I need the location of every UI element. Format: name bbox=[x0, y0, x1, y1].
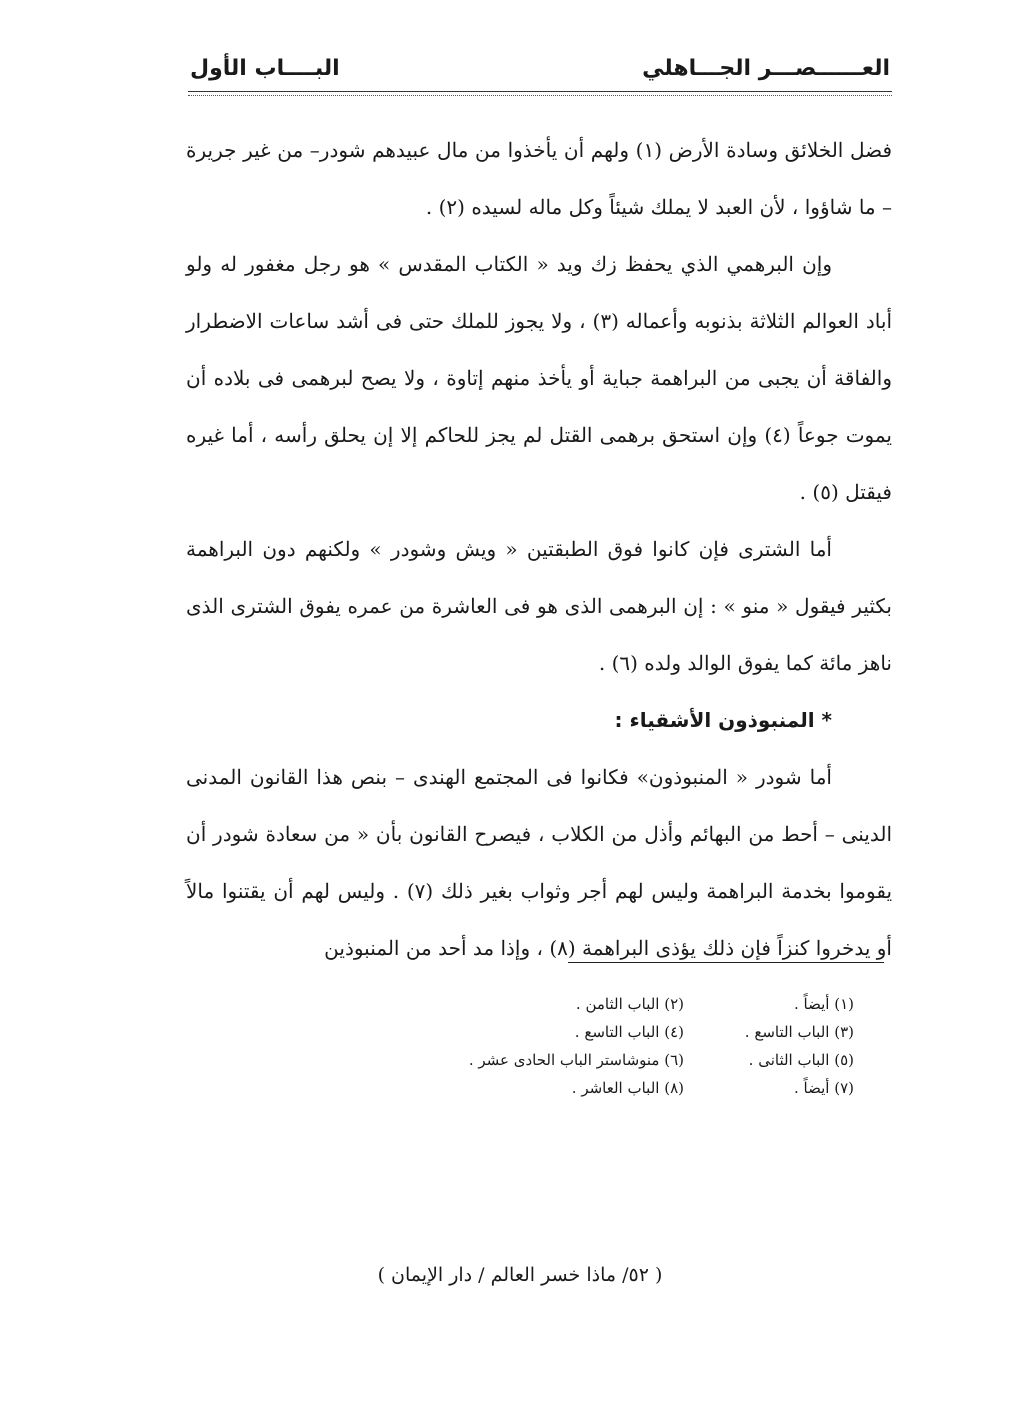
paragraph-4: أما شودر « المنبوذون» فكانوا فى المجتمع الهندى – بنص هذا القانون المدنى الدينى – أحط من البهائم وأذل من الكلاب ، فيصرح القانون بأن « من سعادة شودر أن يقوموا بخدمة البراهمة وليس لهم أجر وثواب بغير ذلك (٧) . وليس لهم أن يقتنوا مالاً أو يدخروا كنزاً فإن ذلك يؤذى البراهمة (٨) ، وإذا مد أحد من المنبوذين bbox=[186, 765, 893, 960]
footnote-7: (٧) أيضاً . bbox=[794, 1079, 854, 1097]
body-text bbox=[186, 122, 892, 977]
footnote-2: (٢) الباب الثامن . bbox=[575, 995, 684, 1013]
running-head bbox=[190, 56, 890, 92]
footnote-6: (٦) منوشاستر الباب الحادى عشر . bbox=[468, 1051, 684, 1069]
footnote-3: (٣) الباب التاسع . bbox=[744, 1023, 854, 1041]
paragraph-3: أما الشترى فإن كانوا فوق الطبقتين « ويش وشودر » ولكنهم دون البراهمة بكثير فيقول « منو » : إن البرهمى الذى هو فى العاشرة من عمره يفوق الشترى الذى ناهز مائة كما يفوق الوالد ولده (٦) . bbox=[186, 537, 892, 675]
footnote-rule bbox=[568, 962, 884, 963]
footnotes bbox=[420, 990, 854, 1102]
header-rule-dotted bbox=[188, 95, 892, 96]
footnote-1: (١) أيضاً . bbox=[794, 995, 854, 1013]
section-heading: * المنبوذون الأشقياء : bbox=[614, 708, 832, 732]
paragraph-2: وإن البرهمي الذي يحفظ زك ويد « الكتاب المقدس » هو رجل مغفور له ولو أباد العوالم الثلاثة بذنوبه وأعماله (٣) ، ولا يجوز للملك حتى فى أشد ساعات الاضطرار والفاقة أن يجبى من البراهمة جباية أو يأخذ منهم إتاوة ، ولا يصح لبرهمى فى بلاده أن يموت جوعاً (٤) وإن استحق برهمى القتل لم يجز للحاكم إلا إن يحلق رأسه ، أما غيره فيقتل (٥) . bbox=[186, 252, 892, 504]
running-head-book-title: العــــــصـــر الجـــاهلي bbox=[642, 56, 890, 81]
footnote-row bbox=[420, 1018, 854, 1046]
footnote-row bbox=[420, 1046, 854, 1074]
footnote-5: (٥) الباب الثانى . bbox=[748, 1051, 854, 1069]
running-head-chapter: البــــاب الأول bbox=[190, 56, 340, 81]
footnote-row bbox=[420, 1074, 854, 1102]
page-footer: ( ٥٢/ ماذا خسر العالم / دار الإيمان ) bbox=[377, 1264, 663, 1286]
footnote-8: (٨) الباب العاشر . bbox=[571, 1079, 684, 1097]
footnote-row bbox=[420, 990, 854, 1018]
footnote-4: (٤) الباب التاسع . bbox=[574, 1023, 684, 1041]
header-rule bbox=[188, 91, 892, 92]
paragraph-1: فضل الخلائق وسادة الأرض (١) ولهم أن يأخذوا من مال عبيدهم شودر– من غير جريرة – ما شاؤوا ، لأن العبد لا يملك شيئاً وكل ماله لسيده (٢) . bbox=[186, 138, 893, 219]
